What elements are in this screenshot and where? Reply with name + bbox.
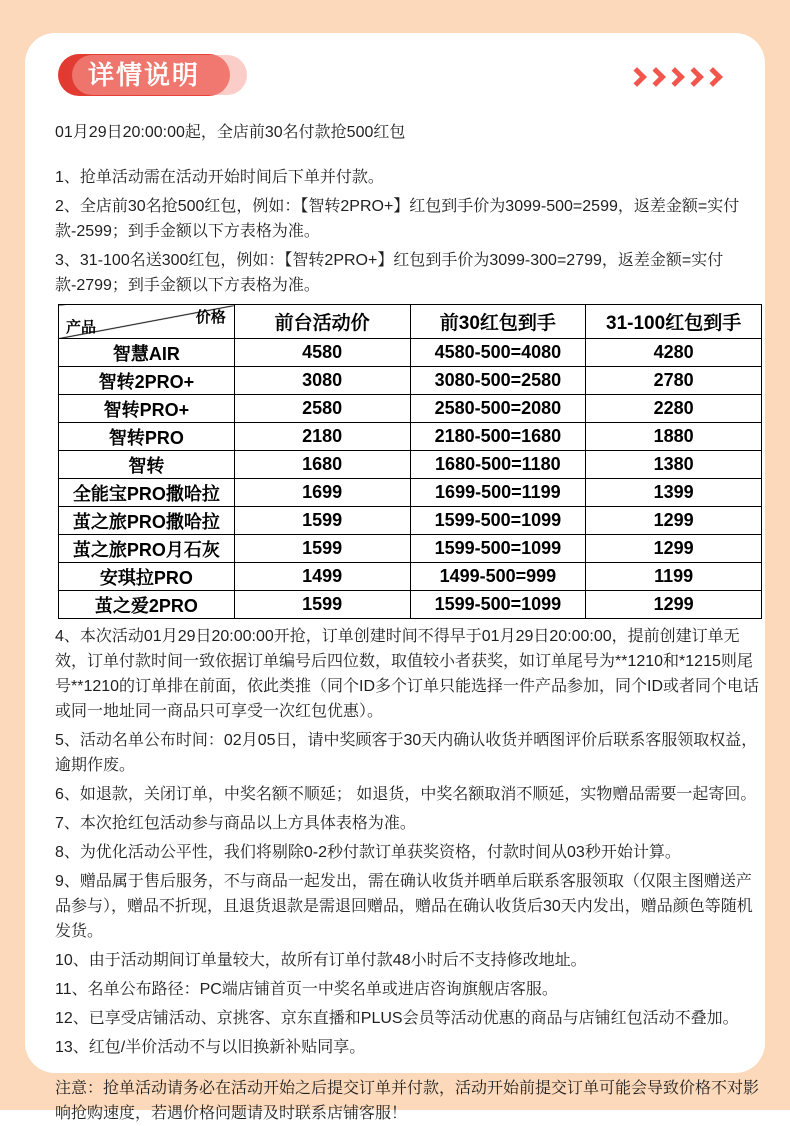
price-value-cell: 1299 <box>586 591 762 619</box>
chevron-right-icon <box>684 67 704 87</box>
chevron-right-icon <box>646 67 666 87</box>
price-value-cell: 1599-500=1099 <box>410 591 586 619</box>
card-header <box>40 54 750 96</box>
price-value-cell: 1499 <box>234 563 410 591</box>
chevron-right-icon <box>665 67 685 87</box>
rule-item: 9、赠品属于售后服务，不与商品一起发出，需在确认收货并晒单后联系客服领取（仅限主图赠送产品参与），赠品不折现，且退货退款是需退回赠品，赠品在确认收货后30天内发出，赠品颜色等随机发货。 <box>55 873 753 940</box>
table-row <box>59 423 762 451</box>
rule-item: 10、由于活动期间订单量较大，故所有订单付款48小时后不支持修改地址。 <box>55 952 587 969</box>
price-value-cell: 1599 <box>234 507 410 535</box>
price-value-cell: 2180-500=1680 <box>410 423 586 451</box>
rule-item: 12、已享受店铺活动、京挑客、京东直播和PLUS会员等活动优惠的商品与店铺红包活动不叠加。 <box>55 1010 739 1027</box>
price-value-cell: 4280 <box>586 339 762 367</box>
rule-item: 5、活动名单公布时间：02月05日，请中奖顾客于30天内确认收货并晒图评价后联系客服领取权益，逾期作废。 <box>55 732 758 774</box>
table-header-row <box>59 305 762 339</box>
product-name-cell: 智转 <box>59 451 235 479</box>
price-table-head <box>59 305 762 339</box>
rules-bottom-list <box>55 624 765 1060</box>
rule-item: 11、名单公布路径：PC端店铺首页一中奖名单或进店咨询旗舰店客服。 <box>55 981 558 998</box>
product-name-cell: 智转2PRO+ <box>59 367 235 395</box>
product-name-cell: 智转PRO+ <box>59 395 235 423</box>
price-value-cell: 1199 <box>586 563 762 591</box>
notice-text: 注意：抢单活动请务必在活动开始之后提交订单并付款，活动开始前提交订单可能会导致价格不对影响抢购速度，若遇价格问题请及时联系店铺客服！ <box>55 1080 760 1122</box>
rule-item: 7、本次抢红包活动参与商品以上方具体表格为准。 <box>55 815 416 832</box>
rule-item: 6、如退款，关闭订单，中奖名额不顺延； 如退货，中奖名额取消不顺延，实物赠品需要一起寄回。 <box>55 786 757 803</box>
price-value-cell: 1699-500=1199 <box>410 479 586 507</box>
price-value-cell: 1399 <box>586 479 762 507</box>
promo-intro-text: 01月29日20:00:00起，全店前30名付款抢500红包 <box>55 124 406 141</box>
product-name-cell: 茧之爱2PRO <box>59 591 235 619</box>
price-value-cell: 2580-500=2080 <box>410 395 586 423</box>
chevron-right-icon <box>703 67 723 87</box>
price-value-cell: 1380 <box>586 451 762 479</box>
table-row <box>59 563 762 591</box>
price-value-cell: 1880 <box>586 423 762 451</box>
corner-label-price: 价格 <box>195 309 226 326</box>
price-value-cell: 1299 <box>586 507 762 535</box>
price-value-cell: 1599-500=1099 <box>410 507 586 535</box>
table-row <box>59 479 762 507</box>
price-value-cell: 1680 <box>234 451 410 479</box>
table-row <box>59 367 762 395</box>
corner-label-product: 产品 <box>66 319 97 336</box>
price-value-cell: 1599-500=1099 <box>410 535 586 563</box>
column-header-top30: 前30红包到手 <box>410 305 586 339</box>
chevrons <box>625 67 720 87</box>
rules-top-list <box>55 165 765 298</box>
product-name-cell: 安琪拉PRO <box>59 563 235 591</box>
table-row <box>59 535 762 563</box>
product-name-cell: 智转PRO <box>59 423 235 451</box>
price-value-cell: 1699 <box>234 479 410 507</box>
price-table-body <box>59 339 762 619</box>
chevron-right-icon <box>627 67 647 87</box>
price-table <box>58 304 762 619</box>
price-value-cell: 1499-500=999 <box>410 563 586 591</box>
price-value-cell: 2580 <box>234 395 410 423</box>
price-value-cell: 2780 <box>586 367 762 395</box>
rule-item: 8、为优化活动公平性，我们将剔除0-2秒付款订单获奖资格，付款时间从03秒开始计算。 <box>55 844 681 861</box>
price-value-cell: 1599 <box>234 535 410 563</box>
rule-item: 1、抢单活动需在活动开始时间后下单并付款。 <box>55 169 384 186</box>
rule-item: 13、红包/半价活动不与以旧换新补贴同享。 <box>55 1039 366 1056</box>
price-value-cell: 1599 <box>234 591 410 619</box>
section-title: 详情说明 <box>88 60 201 90</box>
table-corner-cell <box>59 305 235 339</box>
table-row <box>59 339 762 367</box>
price-value-cell: 4580 <box>234 339 410 367</box>
column-header-31-100: 31-100红包到手 <box>586 305 762 339</box>
price-value-cell: 3080-500=2580 <box>410 367 586 395</box>
rule-item: 3、31-100名送300红包，例如：【智转2PRO+】红包到手价为3099-300=2799，返差金额=实付款-2799；到手金额以下方表格为准。 <box>55 252 724 294</box>
price-value-cell: 3080 <box>234 367 410 395</box>
price-value-cell: 2180 <box>234 423 410 451</box>
product-name-cell: 茧之旅PRO月石灰 <box>59 535 235 563</box>
rule-item: 4、本次活动01月29日20:00:00开抢，订单创建时间不得早于01月29日20:00:00，提前创建订单无效，订单付款时间一致依据订单编号后四位数，取值较小者获奖，如订单尾号为**1210和*1215则尾号**1210的订单排在前面，依此类推（同个ID多个订单只能选择一件产品参加，同个ID或者同个电话或同一地址同一商品只可享受一次红包优惠）。 <box>55 628 760 720</box>
table-row <box>59 451 762 479</box>
details-card <box>25 33 765 1122</box>
price-value-cell: 2280 <box>586 395 762 423</box>
table-row <box>59 395 762 423</box>
price-value-cell: 1680-500=1180 <box>410 451 586 479</box>
rule-item: 2、全店前30名抢500红包，例如：【智转2PRO+】红包到手价为3099-500=2599，返差金额=实付款-2599；到手金额以下方表格为准。 <box>55 198 740 240</box>
product-name-cell: 茧之旅PRO撒哈拉 <box>59 507 235 535</box>
column-header-activity-price: 前台活动价 <box>234 305 410 339</box>
product-name-cell: 智慧AIR <box>59 339 235 367</box>
price-value-cell: 4580-500=4080 <box>410 339 586 367</box>
section-title-badge <box>58 54 230 96</box>
price-value-cell: 1299 <box>586 535 762 563</box>
product-name-cell: 全能宝PRO撒哈拉 <box>59 479 235 507</box>
table-row <box>59 507 762 535</box>
table-row <box>59 591 762 619</box>
